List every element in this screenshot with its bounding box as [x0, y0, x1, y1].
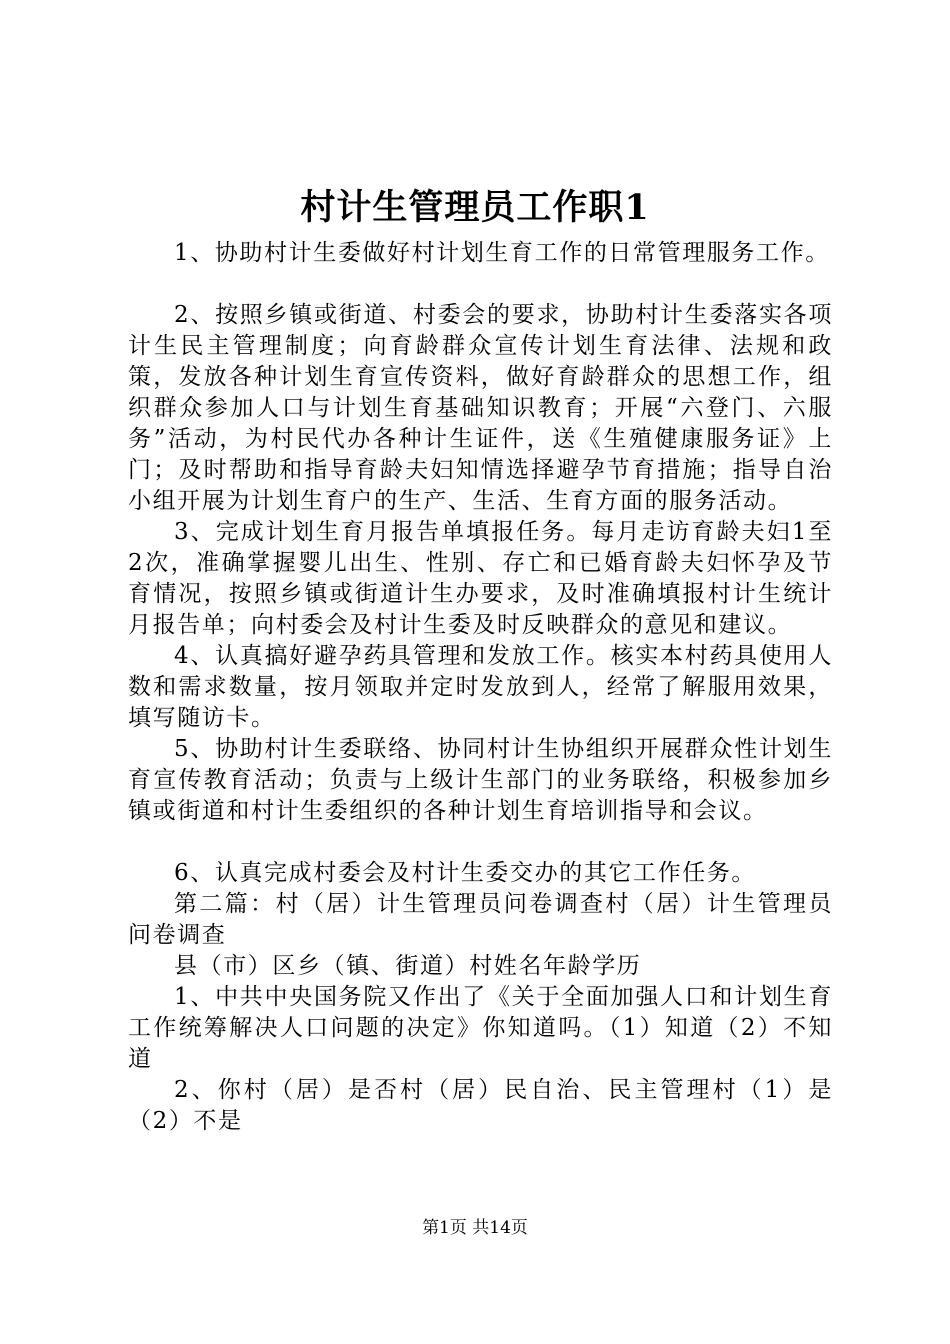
survey-question-1: 1、中共中央国务院又作出了《关于全面加强人口和计划生育工作统筹解决人口问题的决定》你知道吗。（1）知道（2）不知道: [128, 984, 833, 1072]
blank-line: [128, 827, 833, 858]
page-footer: 第1页 共14页: [422, 1218, 528, 1238]
paragraph-1: 1、协助村计生委做好村计划生育工作的日常管理服务工作。: [174, 240, 830, 266]
section-heading-part-two: 第二篇：村（居）计生管理员问卷调查村（居）计生管理员问卷调查: [128, 891, 833, 948]
paragraph-2: 2、按照乡镇或街道、村委会的要求，协助村计生委落实各项计生民主管理制度；向育龄群众宣传计划生育法律、法规和政策，发放各种计划生育宣传资料，做好育龄群众的思想工作，组织群众参加人口与计划生育基础知识教育；开展“六登门、六服务”活动，为村民代办各种计生证件，送《生殖健康服务证》上门；及时帮助和指导育龄夫妇知情选择避孕节育措施；指导自治小组开展为计划生育户的生产、生活、生育方面的服务活动。: [128, 302, 833, 514]
paragraph-4: 4、认真搞好避孕药具管理和发放工作。核实本村药具使用人数和需求数量，按月领取并定时发放到人，经常了解服用效果，填写随访卡。: [128, 643, 833, 731]
paragraph-3: 3、完成计划生育月报告单填报任务。每月走访育龄夫妇1至2次，准确掌握婴儿出生、性别、存亡和已婚育龄夫妇怀孕及节育情况，按照乡镇或街道计生办要求，及时准确填报村计生统计月报告单；向村委会及村计生委及时反映群众的意见和建议。: [128, 519, 833, 638]
document-title: 村计生管理员工作职1: [300, 187, 650, 228]
blank-line: [128, 269, 833, 300]
document-body: [128, 238, 833, 1137]
paragraph-6: 6、认真完成村委会及村计生委交办的其它工作任务。: [174, 860, 757, 886]
survey-question-2: 2、你村（居）是否村（居）民自治、民主管理村（1）是（2）不是: [128, 1077, 833, 1134]
respondent-info-line: 县（市）区乡（镇、街道）村姓名年龄学历: [174, 953, 642, 979]
paragraph-5: 5、协助村计生委联络、协同村计生协组织开展群众性计划生育宣传教育活动；负责与上级计生部门的业务联络，积极参加乡镇或街道和村计生委组织的各种计划生育培训指导和会议。: [128, 736, 833, 824]
